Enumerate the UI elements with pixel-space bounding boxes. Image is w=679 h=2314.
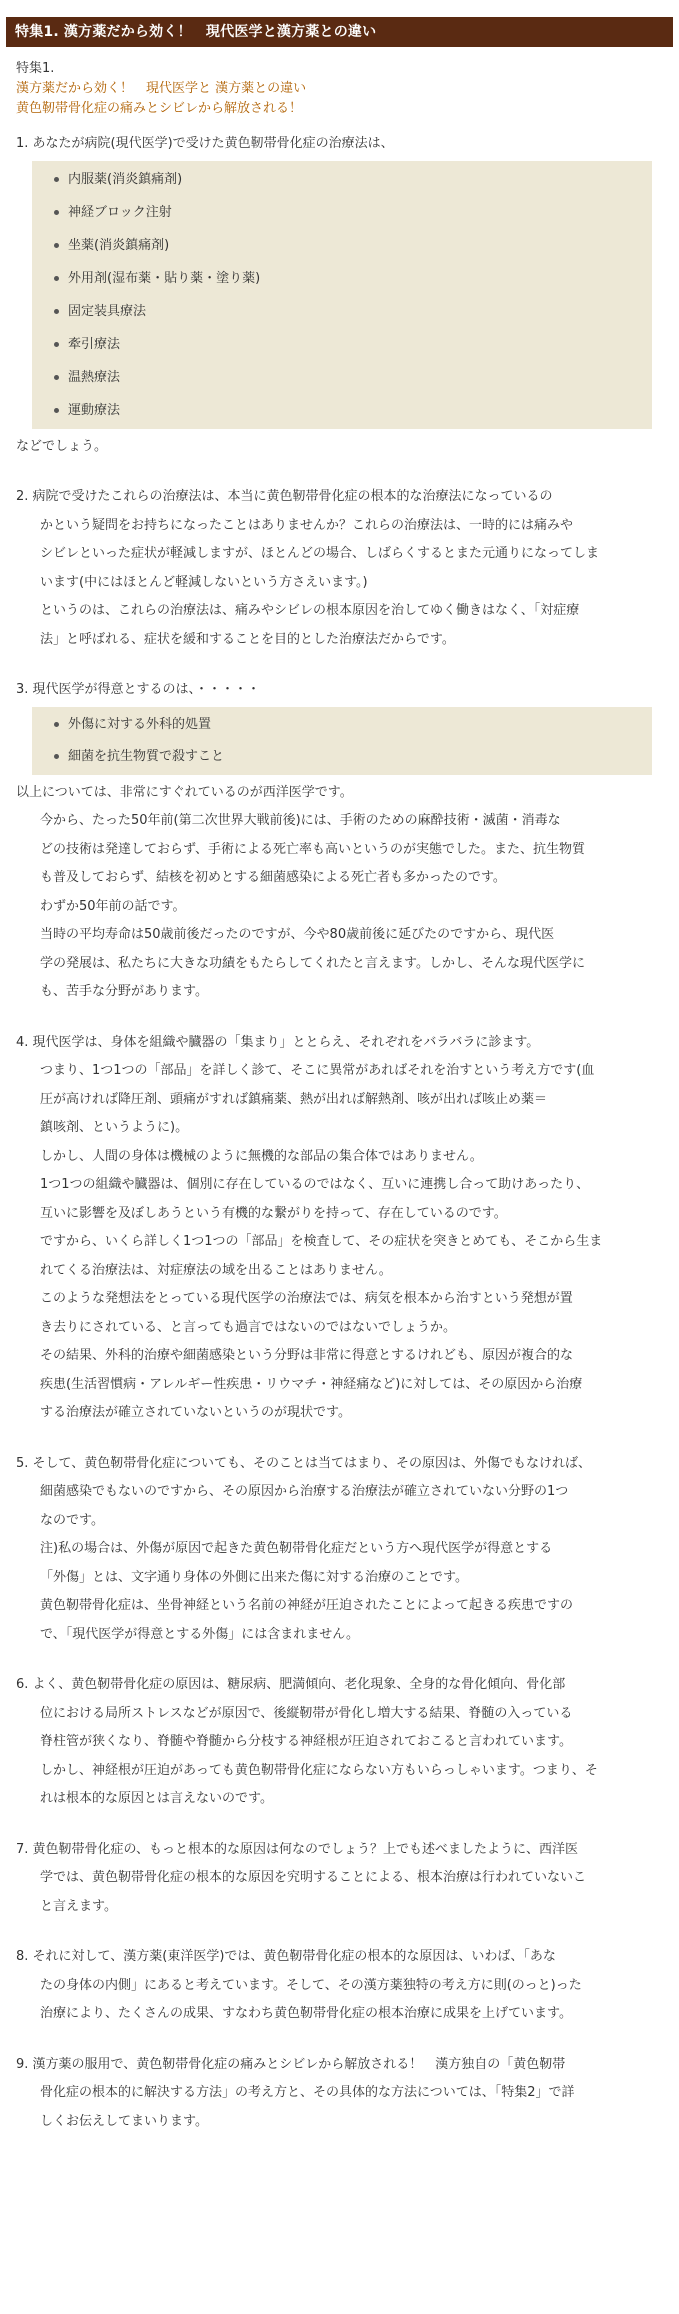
intro-line-3: 黄色靭帯骨化症の痛みとシビレから解放される！ [16, 101, 303, 116]
treatment-list-box [32, 161, 652, 429]
paragraph-line: れは根本的な原因とは言えないのです。 [40, 1791, 273, 1806]
paragraph-line: かという疑問をお持ちになったことはありませんか？これらの治療法は、一時的には痛みや [40, 517, 574, 533]
list-item [32, 394, 652, 427]
article-body [16, 130, 661, 2136]
list-item [32, 229, 652, 262]
list-item-label: 牽引療法 [68, 336, 121, 352]
paragraph-line: 「外傷」とは、文字通り身体の外側に出来た傷に対する治療のことです。 [40, 1569, 468, 1585]
section-3 [16, 676, 661, 1007]
list-item [32, 709, 652, 741]
paragraph-line: しかし、神経根が圧迫があっても黄色靭帯骨化症にならない方もいらっしゃいます。つまり、そ [40, 1762, 598, 1778]
paragraph-line: 9. 漢方薬の服用で、黄色靭帯骨化症の痛みとシビレから解放される！ 漢方独自の「黄色靭帯 [16, 2056, 566, 2072]
paragraph-line: 7. 黄色靭帯骨化症の、もっと根本的な原因は何なのでしょう？上でも述べましたように、西洋医 [16, 1841, 579, 1857]
section-4 [16, 1029, 661, 1428]
paragraph-line: 6. よく、黄色靭帯骨化症の原因は、糖尿病、肥満傾向、老化現象、全身的な骨化傾向、骨化部 [16, 1677, 566, 1692]
list-item-label: 運動療法 [68, 402, 121, 418]
section-header: 特集1. 漢方薬だから効く！ 現代医学と漢方薬との違い [6, 17, 673, 47]
section-3-after: 以上については、非常にすぐれているのが西洋医学です。 [16, 784, 353, 800]
paragraph-line: 当時の平均寿命は50歳前後だったのですが、今や80歳前後に延びたのですから、現代医 [40, 927, 555, 942]
list-item [32, 196, 652, 229]
paragraph-line: 注)私の場合は、外傷が原因で起きた黄色靭帯骨化症だという方へ現代医学が得意とする [40, 1541, 553, 1556]
paragraph-line: も普及しておらず、結核を初めとする細菌感染による死亡者も多かったのです。 [40, 870, 506, 885]
paragraph-line: 学の発展は、私たちに大きな功績をもたらしてくれたと言えます。しかし、そんな現代医学に [40, 955, 585, 971]
list-item-label: 外傷に対する外科的処置 [68, 716, 212, 732]
paragraph-line: 8. それに対して、漢方薬(東洋医学)では、黄色靭帯骨化症の根本的な原因は、いわば、「あな [16, 1949, 556, 1964]
section-3-lead: 3. 現代医学が得意とするのは、・・・・・ [16, 682, 261, 697]
paragraph-line: その結果、外科的治療や細菌感染という分野は非常に得意とするけれども、原因が複合的な [40, 1348, 574, 1363]
section-1 [16, 130, 661, 461]
paragraph-line: たの身体の内側」にあると考えています。そして、その漢方薬独特の考え方に則(のっと)った [40, 1977, 582, 1993]
list-item-label: 細菌を抗生物質で殺すこと [68, 748, 225, 764]
paragraph-line: 今から、たった50年前(第二次世界大戦前後)には、手術のための麻酔技術・滅菌・消毒な [40, 813, 561, 828]
paragraph-line: 治療により、たくさんの成果、すなわち黄色靭帯骨化症の根本治療に成果を上げています。 [40, 2006, 572, 2021]
intro-line-1: 特集1. [16, 61, 55, 76]
paragraph-line: 疾患(生活習慣病・アレルギー性疾患・リウマチ・神経痛など)に対しては、その原因から治療 [40, 1376, 583, 1392]
paragraph-line: れてくる治療法は、対症療法の域を出ることはありません。 [40, 1262, 392, 1278]
list-item-label: 外用剤(湿布薬・貼り薬・塗り薬) [68, 270, 261, 286]
bullet-icon [54, 408, 59, 413]
paragraph-line: しくお伝えしてまいります。 [40, 2113, 208, 2129]
section-1-after: などでしょう。 [16, 438, 108, 454]
paragraph-line: 法」と呼ばれる、症状を緩和することを目的とした治療法だからです。 [40, 631, 455, 647]
section-9 [16, 2051, 661, 2137]
paragraph-line: 骨化症の根本的に解決する方法」の考え方と、その具体的な方法については、「特集2」で詳 [40, 2085, 575, 2100]
list-item [32, 295, 652, 328]
bullet-icon [54, 754, 59, 759]
paragraph-line: 1つ1つの組織や臓器は、個別に存在しているのではなく、互いに連携し合って助けあったり、 [40, 1177, 590, 1192]
bullet-icon [54, 722, 59, 727]
intro-line-2: 漢方薬だから効く！ 現代医学と 漢方薬との違い [16, 81, 307, 96]
paragraph-line: と言えます。 [40, 1898, 117, 1914]
bullet-icon [54, 210, 59, 215]
bullet-icon [54, 177, 59, 182]
paragraph-line: なのです。 [40, 1512, 104, 1528]
paragraph-line: つまり、1つ1つの「部品」を詳しく診て、そこに異常があればそれを治すという考え方です(血 [40, 1063, 595, 1078]
section-2 [16, 483, 661, 654]
list-item-label: 温熱療法 [68, 369, 121, 385]
list-item [32, 262, 652, 295]
paragraph-line: 圧が高ければ降圧剤、頭痛がすれば鎮痛薬、熱が出れば解熱剤、咳が出れば咳止め薬＝ [40, 1091, 548, 1107]
paragraph-line: 4. 現代医学は、身体を組織や臓器の「集まり」ととらえ、それぞれをバラバラに診ます。 [16, 1034, 540, 1050]
paragraph-line: このような発想法をとっている現代医学の治療法では、病気を根本から治すという発想が置 [40, 1291, 573, 1306]
section-1-lead: 1. あなたが病院(現代医学)で受けた黄色靭帯骨化症の治療法は、 [16, 136, 394, 151]
bullet-icon [54, 375, 59, 380]
paragraph-line: ですから、いくら詳しく1つ1つの「部品」を検査して、その症状を突きとめても、そこから生ま [40, 1234, 603, 1249]
list-item-label: 神経ブロック注射 [68, 204, 172, 220]
list-item [32, 163, 652, 196]
intro [16, 59, 656, 119]
paragraph-line: わずか50年前の話です。 [40, 898, 186, 914]
list-item-label: 内服薬(消炎鎮痛剤) [68, 171, 183, 187]
paragraph-line: 学では、黄色靭帯骨化症の根本的な原因を究明することによる、根本治療は行われていないこ [40, 1870, 587, 1885]
list-item-label: 坐薬(消炎鎮痛剤) [68, 237, 170, 253]
bullet-icon [54, 276, 59, 281]
paragraph-line: しかし、人間の身体は機械のように無機的な部品の集合体ではありません。 [40, 1148, 483, 1164]
paragraph-line: どの技術は発達しておらず、手術による死亡率も高いというのが実態でした。また、抗生物質 [40, 841, 585, 857]
paragraph-line: する治療法が確立されていないというのが現状です。 [40, 1405, 351, 1420]
paragraph-line: 黄色靭帯骨化症は、坐骨神経という名前の神経が圧迫されたことによって起きる疾患ですの [40, 1598, 574, 1613]
paragraph-line: というのは、これらの治療法は、痛みやシビレの根本原因を治してゆく働きはなく、「対症療 [40, 603, 580, 618]
section-5 [16, 1450, 661, 1650]
paragraph-line: で、「現代医学が得意とする外傷」には含まれません。 [40, 1626, 360, 1642]
bullet-icon [54, 309, 59, 314]
section-6 [16, 1671, 661, 1814]
section-8 [16, 1943, 661, 2029]
paragraph-line: います(中にはほとんど軽減しないという方さえいます。) [40, 574, 368, 590]
paragraph-line: 2. 病院で受けたこれらの治療法は、本当に黄色靭帯骨化症の根本的な治療法になっているの [16, 489, 553, 504]
paragraph-line: 脊柱管が狭くなり、脊髄や脊髄から分枝する神経根が圧迫されておこると言われています。 [40, 1734, 572, 1749]
paragraph-line: も、苦手な分野があります。 [40, 984, 208, 999]
list-item-label: 固定装具療法 [68, 303, 147, 319]
paragraph-line: 細菌感染でもないのですから、その原因から治療する治療法が確立されていない分野の1つ [40, 1484, 569, 1499]
paragraph-line: 互いに影響を及ぼしあうという有機的な繋がりを持って、存在しているのです。 [40, 1205, 507, 1221]
section-7 [16, 1836, 661, 1922]
paragraph-line: 鎮咳剤、というように)。 [40, 1120, 189, 1135]
bullet-icon [54, 243, 59, 248]
paragraph-line: 5. そして、黄色靭帯骨化症についても、そのことは当てはまり、その原因は、外傷でもなければ、 [16, 1455, 592, 1471]
bullet-icon [54, 342, 59, 347]
paragraph-line: 位における局所ストレスなどが原因で、後縦靭帯が骨化し増大する結果、脊髄の入っている [40, 1705, 573, 1721]
paragraph-line: き去りにされている、と言っても過言ではないのではないでしょうか。 [40, 1319, 457, 1335]
list-item [32, 361, 652, 394]
paragraph-line: シビレといった症状が軽減しますが、ほとんどの場合、しばらくするとまた元通りになってしま [40, 546, 600, 561]
list-item [32, 741, 652, 773]
strengths-list-box [32, 707, 652, 775]
list-item [32, 328, 652, 361]
